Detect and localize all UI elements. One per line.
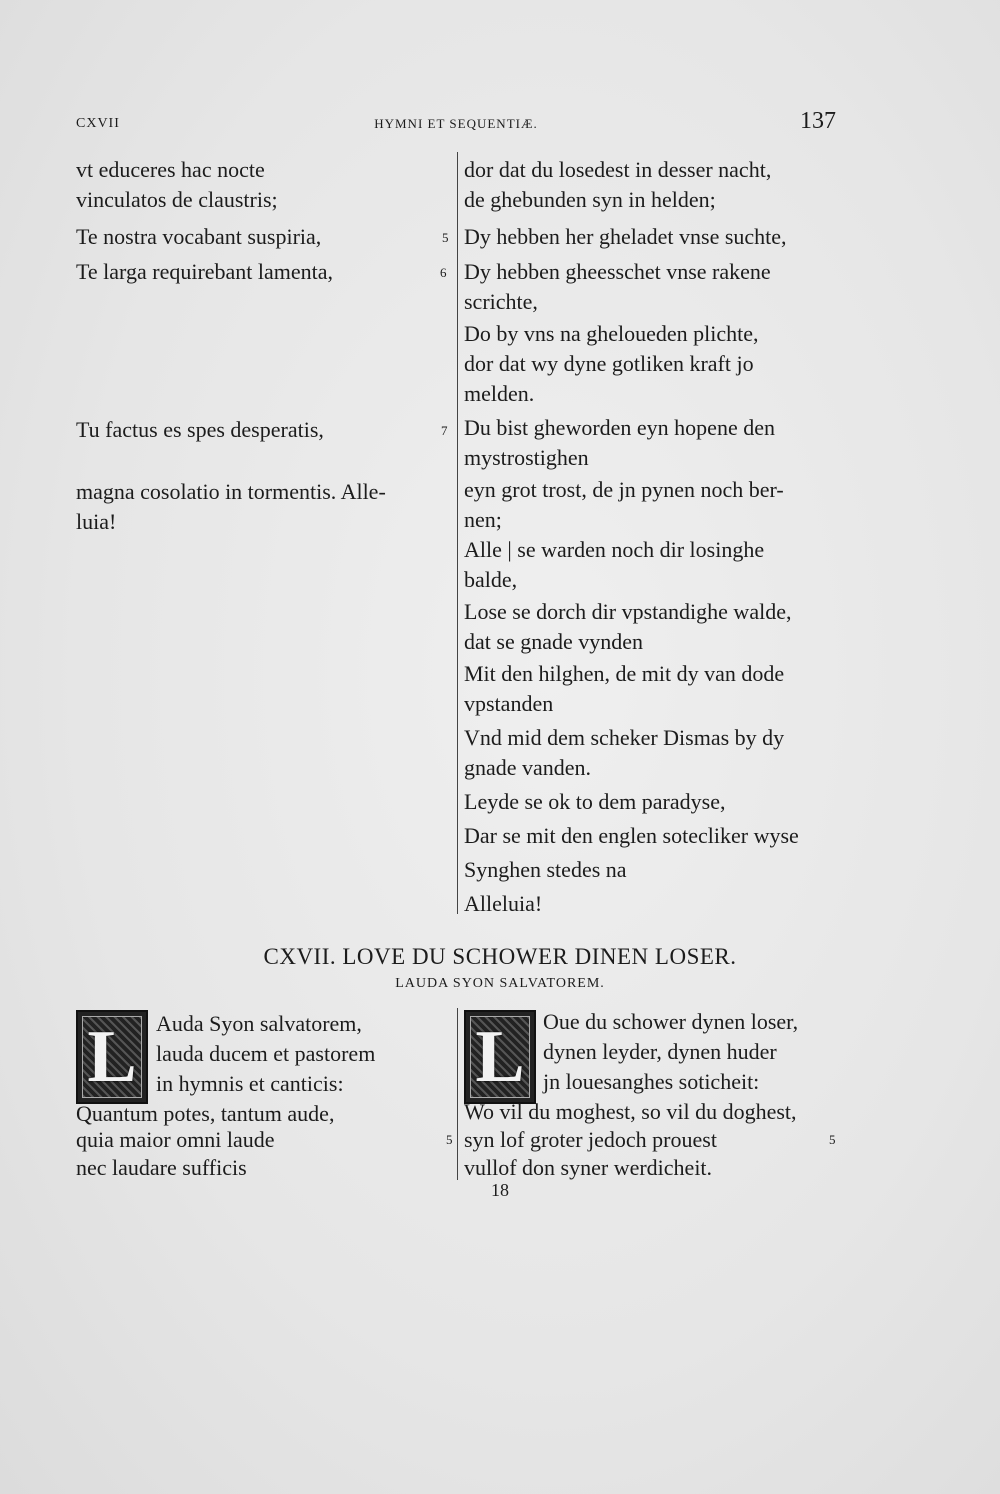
german-line: nen; [464,507,502,532]
german-line: Do by vns na gheloueden plichte, [464,321,759,346]
decorated-initial [464,1010,536,1104]
german-line: Lose se dorch dir vpstandighe walde, [464,599,792,624]
german-line: Synghen stedes na [464,857,627,882]
latin-line: Quantum potes, tantum aude, [76,1101,335,1126]
line-number: 5 [442,230,449,245]
latin-line: Auda Syon salvatorem, [156,1011,362,1036]
german-line: Alleluia! [464,891,543,916]
running-header [76,108,836,138]
german-line: Vnd mid dem scheker Dismas by dy [464,725,785,750]
line-number: 5 [829,1132,836,1147]
line-number: 6 [440,265,447,280]
german-line: dor dat du losedest in desser nacht, [464,157,772,182]
latin-line: magna cosolatio in tormentis. Alle- [76,479,386,504]
german-line: eyn grot trost, de jn pynen noch ber- [464,477,784,502]
german-line: Oue du schower dynen loser, [543,1009,799,1034]
german-line: Dy hebben her gheladet vnse suchte, [464,224,787,249]
latin-line: in hymnis et canticis: [156,1071,344,1096]
signature-mark: 18 [491,1180,509,1200]
german-line: vpstanden [464,691,554,716]
german-line: melden. [464,381,535,406]
german-line: scrichte, [464,289,538,314]
german-line: Dy hebben gheesschet vnse rakene [464,259,771,284]
german-line: gnade vanden. [464,755,592,780]
initial-letter: L [475,1016,525,1098]
german-line: jn louesanghes soticheit: [543,1069,760,1094]
latin-line: luia! [76,509,117,534]
german-line: mystrostighen [464,445,589,470]
german-line: syn lof groter jedoch prouest [464,1127,717,1152]
latin-line: Te nostra vocabant suspiria, [76,224,322,249]
latin-line: lauda ducem et pastorem [156,1041,376,1066]
german-line: dat se gnade vynden [464,629,643,654]
german-line: dynen leyder, dynen huder [543,1039,777,1064]
latin-line: vinculatos de claustris; [76,187,278,212]
german-line: de ghebunden syn in helden; [464,187,716,212]
header-title: HYMNI ET SEQUENTIÆ. [374,116,538,131]
latin-line: quia maior omni laude [76,1127,275,1152]
german-line: vullof don syner werdicheit. [464,1155,713,1180]
latin-line: vt educeres hac nocte [76,157,265,182]
german-line: Dar se mit den englen sotecliker wyse [464,823,799,848]
german-line: Du bist gheworden eyn hopene den [464,415,775,440]
latin-line: Te larga requirebant lamenta, [76,259,334,284]
column-divider [457,1008,458,1180]
german-line: balde, [464,567,518,592]
german-line: Mit den hilghen, de mit dy van dode [464,661,785,686]
line-number: 7 [441,423,448,438]
column-divider [457,152,458,914]
german-line: Alle | se warden noch dir losinghe [464,537,765,562]
german-line: Wo vil du moghest, so vil du doghest, [464,1099,797,1124]
hymn-title: CXVII. LOVE DU SCHOWER DINEN LOSER. [263,944,737,969]
initial-letter: L [87,1016,137,1098]
header-section-number: CXVII [76,116,120,131]
line-number: 5 [446,1132,453,1147]
page-number: 137 [800,108,836,134]
german-line: dor dat wy dyne gotliken kraft jo [464,351,754,376]
hymn-subtitle: LAUDA SYON SALVATOREM. [395,976,605,991]
latin-line: nec laudare sufficis [76,1155,247,1180]
decorated-initial [76,1010,148,1104]
german-line: Leyde se ok to dem paradyse, [464,789,726,814]
latin-line: Tu factus es spes desperatis, [76,417,324,442]
